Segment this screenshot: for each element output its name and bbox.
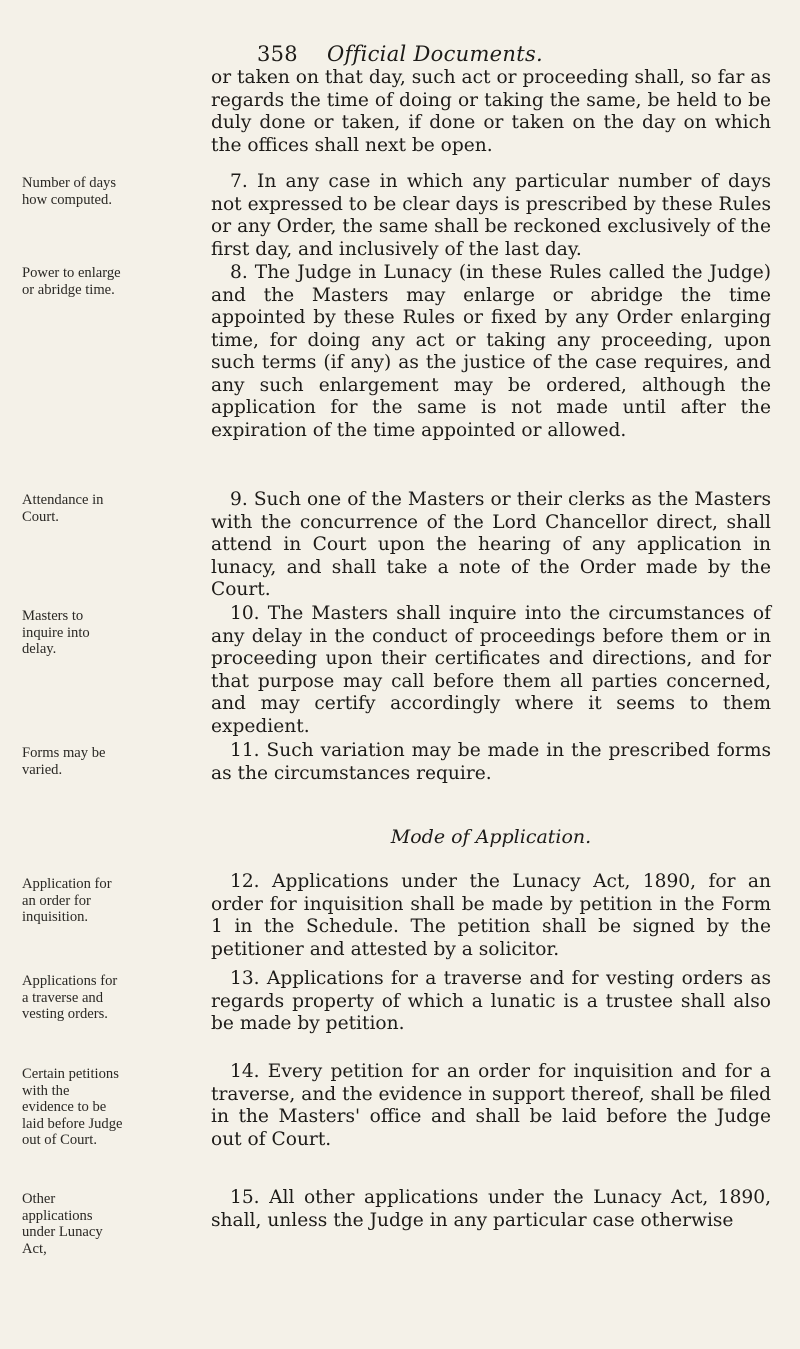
rule-8: 8. The Judge in Lunacy (in these Rules called the Judge) and the Masters may enlarge or abridge the time appointed by these Rules or fixed by any Order enlarging time, for doing any act or taking any proceeding, upon such terms (if any) as the justice of the case requires, and any such enlargement may be ordered, although the application for the same is not made until after the expiration of the time appointed or allowed. — [211, 262, 771, 441]
margin-note-rule-13: Applications for a traverse and vesting orders. — [22, 973, 118, 1022]
continuation-paragraph: or taken on that day, such act or proceeding shall, so far as regards the time of doing or taking the same, be held to be duly done or taken, if done or taken on the day on which the offices shall next be open. — [211, 67, 771, 156]
margin-note-rule-15: Other applications under Lunacy Act, — [22, 1191, 103, 1257]
margin-note-rule-14: Certain petitions with the evidence to be laid before Judge out of Court. — [22, 1066, 123, 1148]
rule-13: 13. Applications for a traverse and for vesting orders as regards property of which a lunatic is a trustee shall also be made by petition. — [211, 968, 771, 1034]
rule-10: 10. The Masters shall inquire into the circumstances of any delay in the conduct of proceedings before them or in proceeding upon their certificates and directions, and for that purpose may call before them all parties concerned, and may certify accordingly where it seems to them expedient. — [211, 603, 771, 737]
section-heading: Mode of Application. — [390, 826, 592, 848]
rule-11: 11. Such variation may be made in the prescribed forms as the circumstances require. — [211, 740, 771, 784]
margin-note-rule-12: Application for an order for inquisition. — [22, 876, 112, 925]
margin-note-rule-11: Forms may be varied. — [22, 745, 106, 778]
rule-7: 7. In any case in which any particular number of days not expressed to be clear days is prescribed by these Rules or any Order, the same shall be reckoned exclusively of the first day, and inclusively of the last day. — [211, 171, 771, 260]
margin-note-rule-8: Power to enlarge or abridge time. — [22, 265, 121, 298]
margin-note-rule-7: Number of days how computed. — [22, 175, 117, 208]
running-title: Official Documents. — [326, 42, 544, 66]
page-header — [0, 42, 800, 66]
rule-12: 12. Applications under the Lunacy Act, 1890, for an order for inquisition shall be made by petition in the Form 1 in the Schedule. The petition shall be signed by the petitioner and attested by a solicitor. — [211, 871, 771, 960]
rule-15: 15. All other applications under the Lunacy Act, 1890, shall, unless the Judge in any particular case otherwise — [211, 1187, 771, 1231]
margin-note-rule-10: Masters to inquire into delay. — [22, 608, 90, 657]
page-number: 358 — [256, 42, 298, 66]
rule-9: 9. Such one of the Masters or their clerks as the Masters with the concurrence of the Lord Chancellor direct, shall attend in Court upon the hearing of any application in lunacy, and shall take a note of the Order made by the Court. — [211, 489, 771, 600]
margin-note-rule-9: Attendance in Court. — [22, 492, 104, 525]
rule-14: 14. Every petition for an order for inquisition and for a traverse, and the evidence in support thereof, shall be filed in the Masters' office and shall be laid before the Judge out of Court. — [211, 1061, 771, 1150]
